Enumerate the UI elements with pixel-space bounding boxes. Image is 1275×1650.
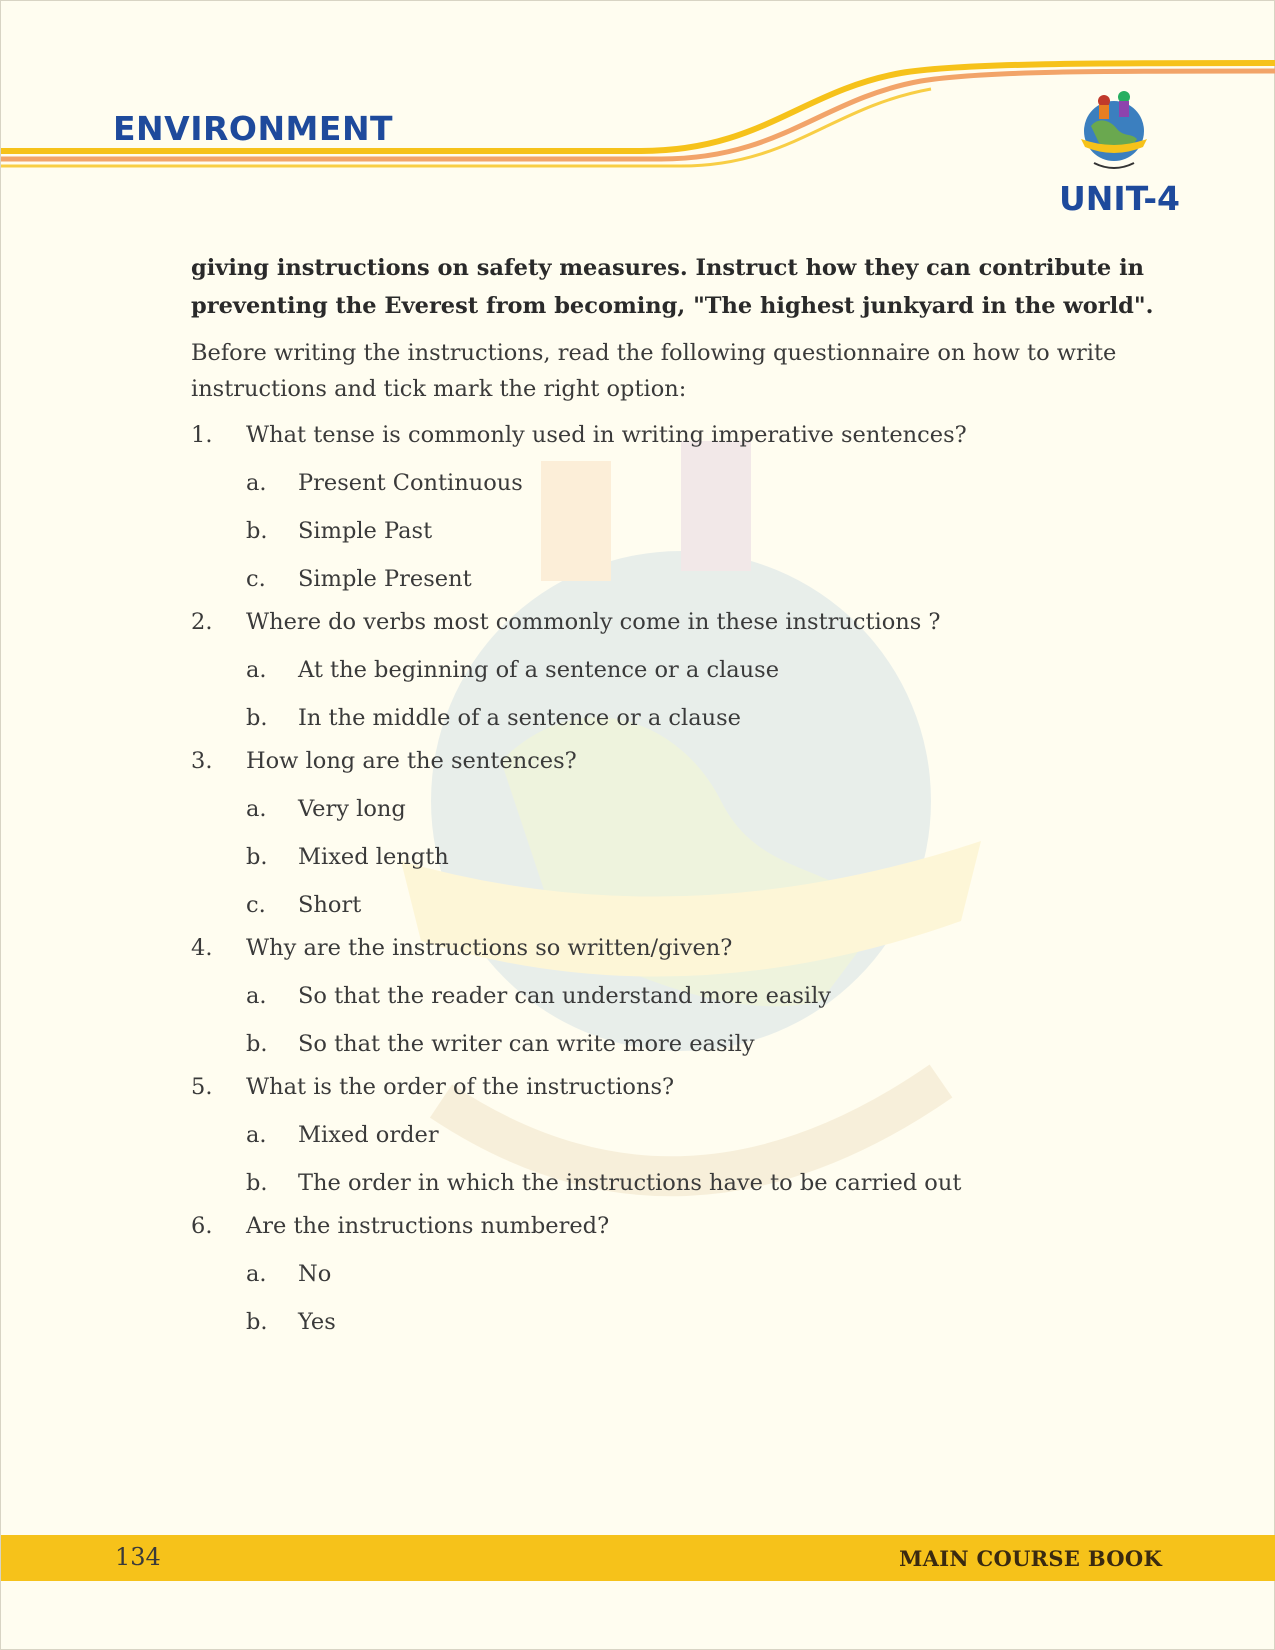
option-item[interactable] (246, 794, 1191, 824)
option-letter: c. (246, 892, 266, 918)
option-text: In the middle of a sentence or a clause (298, 705, 741, 731)
option-text: Yes (298, 1309, 336, 1335)
option-letter: a. (246, 1261, 267, 1287)
option-item[interactable] (246, 655, 1191, 685)
question-3 (191, 746, 1191, 920)
page-number: 134 (115, 1543, 161, 1571)
option-text: No (298, 1261, 332, 1287)
option-letter: a. (246, 796, 267, 822)
question-number: 1. (191, 422, 213, 448)
option-letter: b. (246, 705, 268, 731)
option-letter: b. (246, 518, 268, 544)
option-item[interactable] (246, 703, 1191, 733)
questionnaire (191, 420, 1191, 1337)
option-letter: a. (246, 1122, 267, 1148)
question-text: Why are the instructions so written/given? (246, 935, 733, 961)
option-letter: a. (246, 470, 267, 496)
question-1 (191, 420, 1191, 594)
option-letter: a. (246, 657, 267, 683)
option-text: Simple Past (298, 518, 433, 544)
main-content (191, 249, 1191, 1337)
option-item[interactable] (246, 981, 1191, 1011)
globe-logo-icon (1069, 81, 1159, 181)
option-item[interactable] (246, 564, 1191, 594)
option-letter: b. (246, 844, 268, 870)
question-number: 2. (191, 609, 213, 635)
option-item[interactable] (246, 842, 1191, 872)
question-number: 5. (191, 1074, 213, 1100)
option-text: Mixed length (298, 844, 449, 870)
option-letter: c. (246, 566, 266, 592)
unit-label: UNIT-4 (1059, 179, 1181, 218)
question-text: Are the instructions numbered? (246, 1213, 610, 1239)
book-title: MAIN COURSE BOOK (899, 1546, 1162, 1571)
option-text: The order in which the instructions have to be carried out (298, 1170, 962, 1196)
option-text: At the beginning of a sentence or a clause (298, 657, 780, 683)
intro-paragraph: Before writing the instructions, read the following questionnaire on how to write instructions and tick mark the right option: (191, 340, 1117, 402)
section-title: ENVIRONMENT (113, 109, 394, 148)
option-letter: a. (246, 983, 267, 1009)
question-text: What tense is commonly used in writing imperative sentences? (246, 422, 967, 448)
option-text: Very long (298, 796, 406, 822)
option-letter: b. (246, 1031, 268, 1057)
option-text: Short (298, 892, 362, 918)
question-text: Where do verbs most commonly come in these instructions ? (246, 609, 941, 635)
question-6 (191, 1211, 1191, 1337)
option-item[interactable] (246, 1307, 1191, 1337)
lead-paragraph: giving instructions on safety measures. Instruct how they can contribute in preventing the Everest from becoming, "The highest junkyard in the world". (191, 255, 1154, 319)
question-5 (191, 1072, 1191, 1198)
option-item[interactable] (246, 1168, 1191, 1198)
question-2 (191, 607, 1191, 733)
question-number: 4. (191, 935, 213, 961)
option-text: Simple Present (298, 566, 472, 592)
question-text: What is the order of the instructions? (246, 1074, 675, 1100)
option-item[interactable] (246, 1029, 1191, 1059)
option-item[interactable] (246, 1259, 1191, 1289)
question-number: 6. (191, 1213, 213, 1239)
option-text: Present Continuous (298, 470, 523, 496)
option-text: So that the writer can write more easily (298, 1031, 755, 1057)
option-item[interactable] (246, 468, 1191, 498)
option-text: Mixed order (298, 1122, 439, 1148)
question-4 (191, 933, 1191, 1059)
option-letter: b. (246, 1309, 268, 1335)
option-item[interactable] (246, 1120, 1191, 1150)
option-item[interactable] (246, 516, 1191, 546)
option-text: So that the reader can understand more easily (298, 983, 832, 1009)
question-text: How long are the sentences? (246, 748, 577, 774)
option-letter: b. (246, 1170, 268, 1196)
option-item[interactable] (246, 890, 1191, 920)
question-number: 3. (191, 748, 213, 774)
